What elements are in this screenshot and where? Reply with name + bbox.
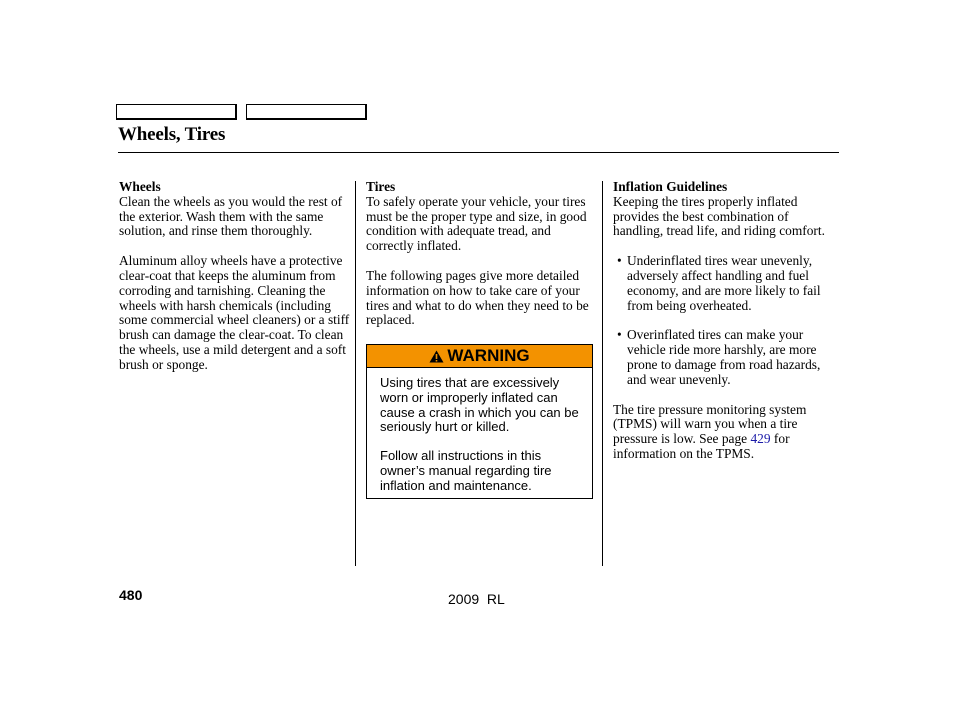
warning-label: WARNING [447,346,530,365]
list-item [613,328,841,387]
title-divider [118,152,839,153]
warning-header [367,345,592,368]
inflation-heading: Inflation Guidelines [613,179,728,194]
tpms-text-before: The tire pressure monitoring system (TPMS) will warn you when a tire pressure is low. See page [613,401,807,447]
list-item [613,254,841,313]
tires-paragraph-1: To safely operate your vehicle, your tires must be the proper type and size, in good condition with adequate tread, and correctly inflated. [366,193,587,254]
overinflated-text: Overinflated tires can make your vehicle ride more harshly, are more prone to damage from road hazards, and wear unevenly. [627,327,821,387]
wheels-column [119,180,351,373]
warning-box [366,344,593,499]
nav-button-2[interactable] [246,104,367,120]
inflation-column [613,180,841,462]
model-footer: 2009 RL [448,591,505,607]
underinflated-text: Underinflated tires wear unevenly, adversely affect handling and fuel economy, and are more likely to fail from being overheated. [627,253,821,313]
nav-button-1[interactable] [116,104,237,120]
tires-heading: Tires [366,179,396,194]
tpms-paragraph [613,403,841,462]
wheels-heading: Wheels [119,179,161,194]
page-title: Wheels, Tires [118,124,226,145]
warning-triangle-icon [429,350,444,363]
page-number: 480 [119,587,143,603]
inflation-paragraph-1: Keeping the tires properly inflated provides the best combination of handling, tread life, and riding comfort. [613,193,825,239]
column-divider-2 [602,181,603,566]
column-divider-1 [355,181,356,566]
page-429-link[interactable]: 429 [750,431,771,447]
tpms-text-after: for information on the TPMS. [613,431,790,461]
wheels-paragraph-2: Aluminum alloy wheels have a protective clear-coat that keeps the aluminum from corroding and tarnishing. Cleaning the wheels with harsh chemicals (including some commercial wheel cleaners) or a stiff brush can damage the clear-coat. To clean the wheels, use a mild detergent and a soft brush or sponge. [119,253,350,372]
tires-paragraph-2: The following pages give more detailed information on how to take care of your tires and what to do when they need to be replaced. [366,267,589,328]
bullet-dot: • [617,253,622,269]
warning-text-1: Using tires that are excessively worn or improperly inflated can cause a crash in which you can be seriously hurt or killed. [380,375,579,435]
tires-column [366,180,596,328]
bullet-dot: • [617,327,622,343]
wheels-paragraph-1: Clean the wheels as you would the rest of the exterior. Wash them with the same solution, and rinse them thoroughly. [119,193,343,239]
warning-text-2: Follow all instructions in this owner’s manual regarding tire inflation and maintenance. [380,448,552,493]
